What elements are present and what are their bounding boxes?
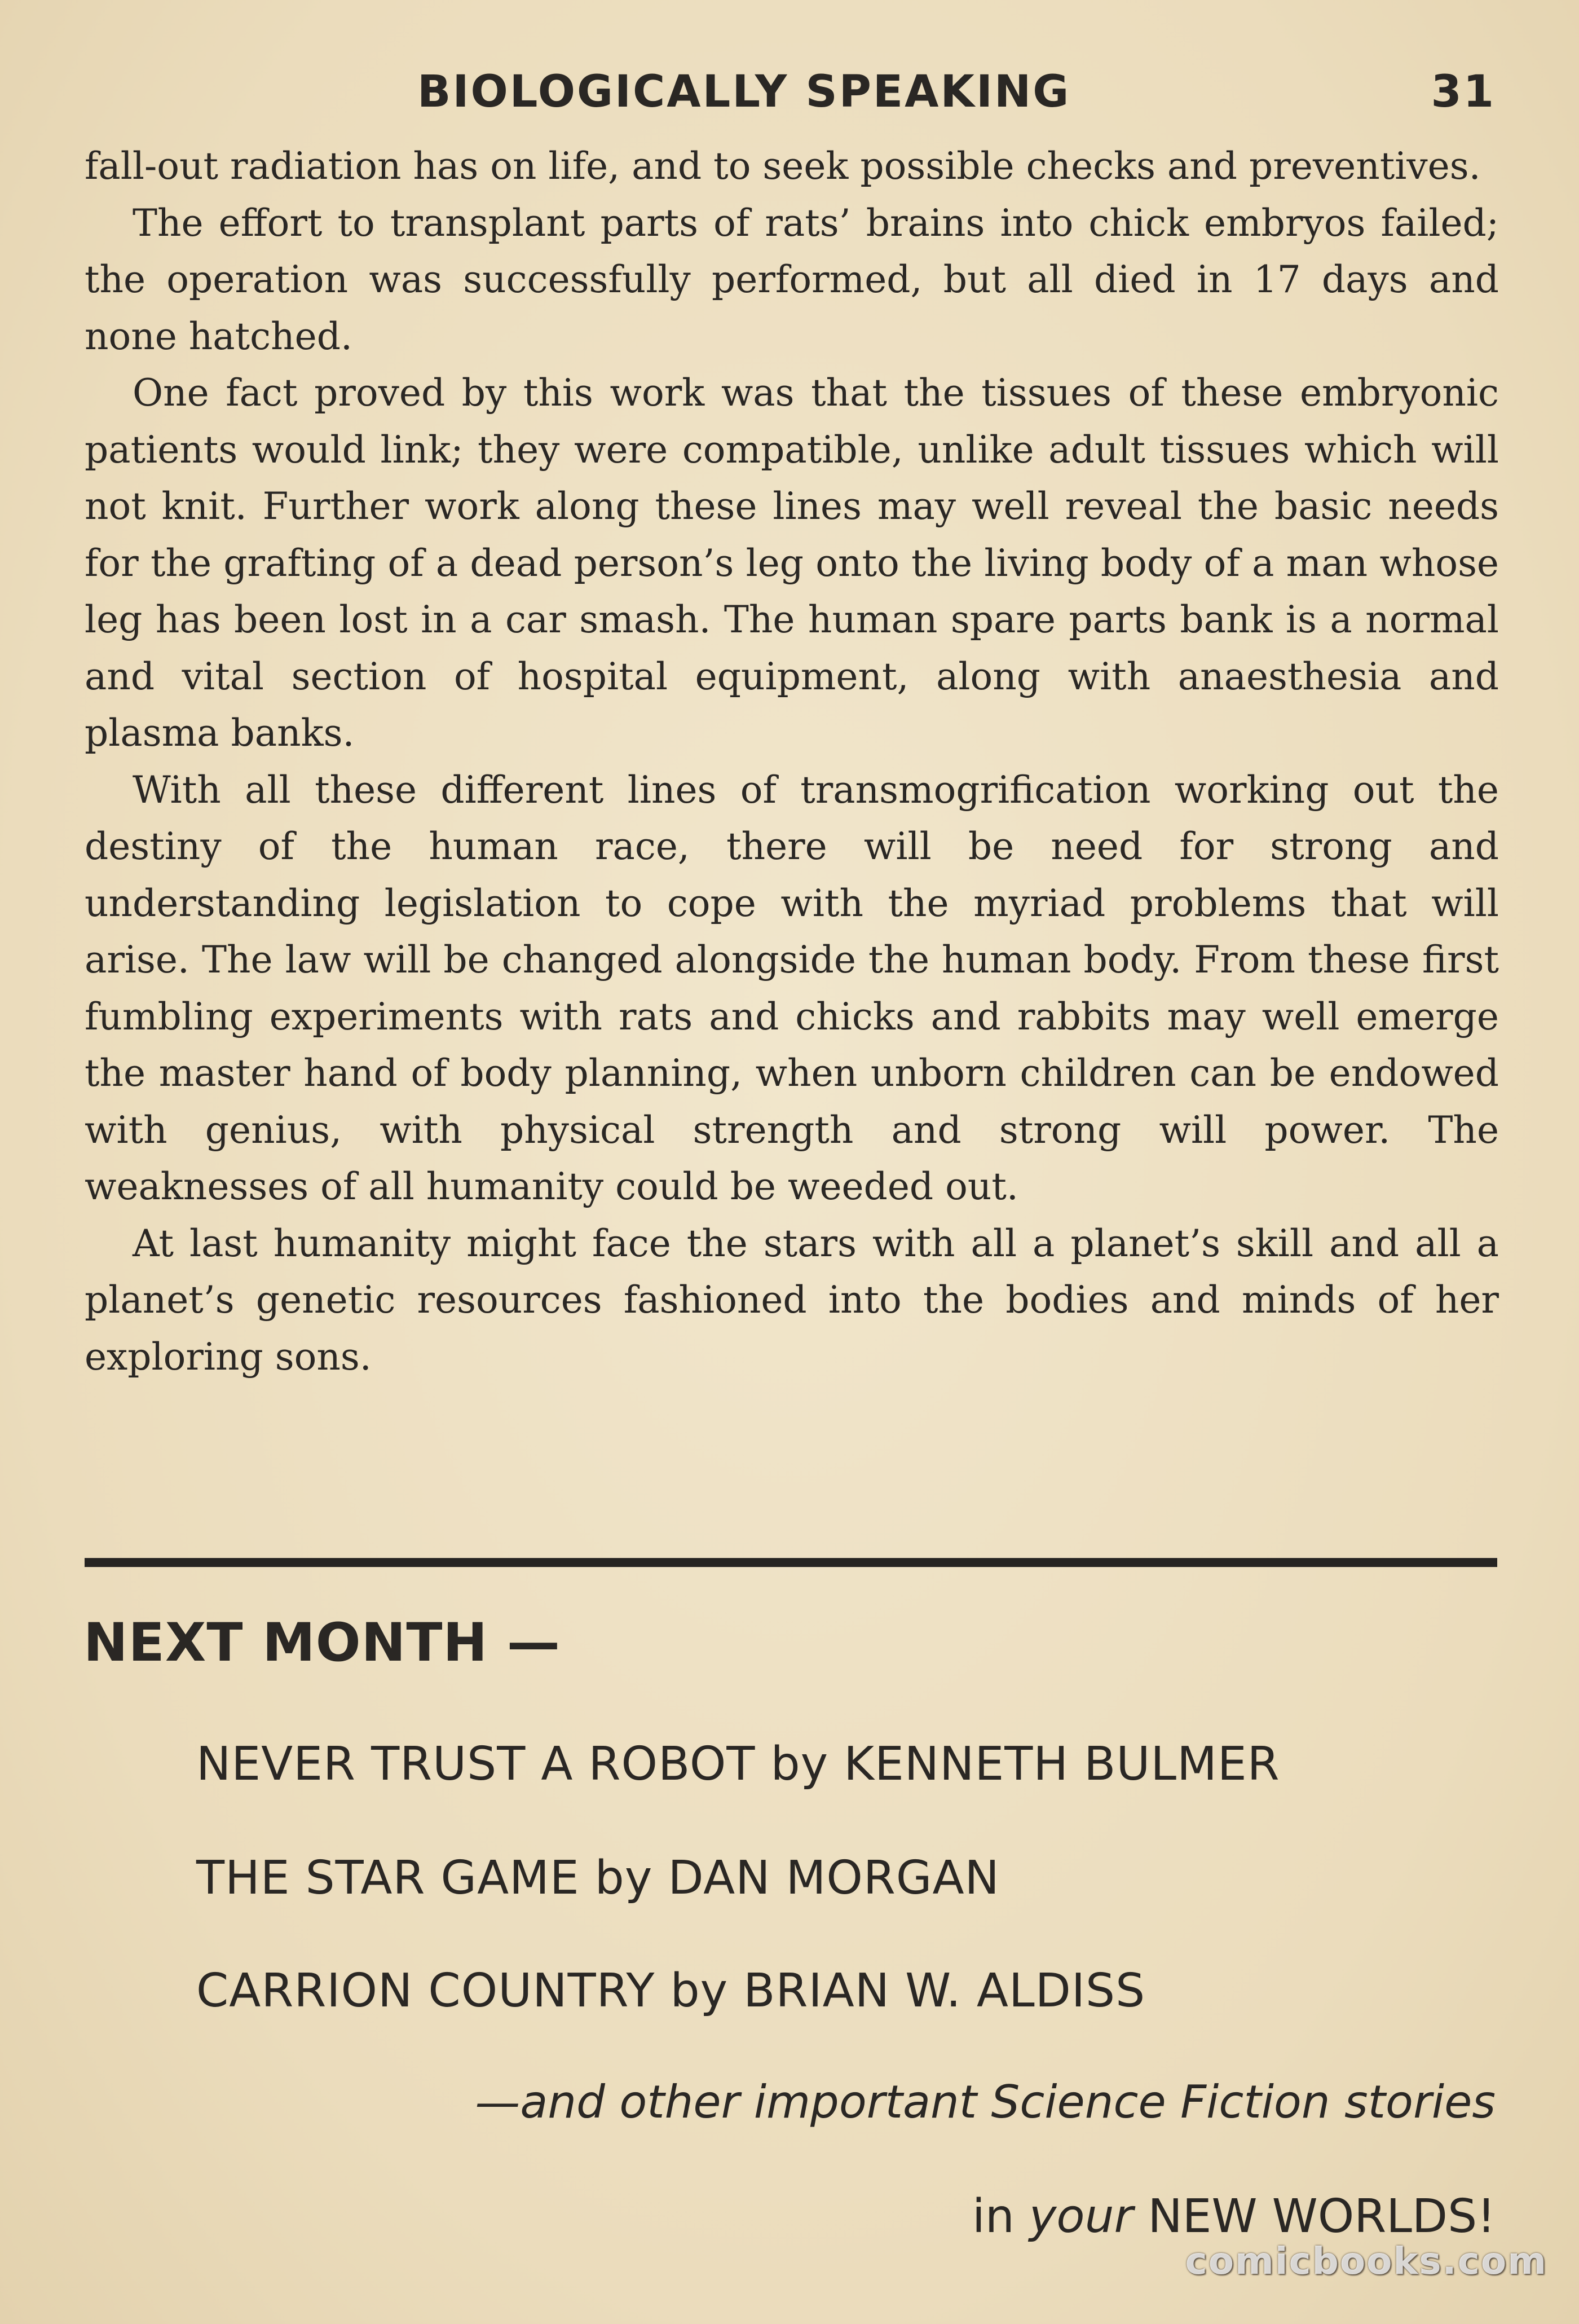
other-stories-tagline: —and other important Science Fiction stories (475, 2076, 1496, 2128)
article-paragraph: One fact proved by this work was that the tissues of these embryonic patients would link; they were compatible, unlike adult tissues which will not knit. Further work along these lines may well reveal the basic needs for the grafting of a dead person’s leg onto the living body of a man whose leg has been lost in a car smash. The human spare parts bank is a normal and vital section of hospital equipment, along with anaesthesia and plasma banks. (85, 371, 1499, 755)
closing-italic: your (1029, 2190, 1133, 2243)
article-paragraph: At last humanity might face the stars with all a planet’s skill and all a planet’s genetic resources fashioned into the bodies and minds of her exploring sons. (85, 1221, 1499, 1379)
article-body (85, 138, 1499, 1385)
article-paragraph: fall-out radiation has on life, and to seek possible checks and preventives. (85, 144, 1481, 188)
running-title: BIOLOGICALLY SPEAKING (417, 67, 1071, 117)
closing-line (972, 2190, 1496, 2243)
source-watermark: comicbooks.com (1185, 2239, 1547, 2283)
closing-prefix: in (972, 2190, 1015, 2243)
story-listing: THE STAR GAME by DAN MORGAN (196, 1851, 1000, 1905)
article-paragraph: With all these different lines of transmogrification working out the destiny of the human race, there will be need for strong and understanding legislation to cope with the myriad problems that will arise. The law will be changed alongside the human body. From these first fumbling experiments with rats and chicks and rabbits may well emerge the master hand of body planning, when unborn children can be endowed with genius, with physical strength and strong will power. The weaknesses of all humanity could be weeded out. (85, 768, 1499, 1208)
story-listing: NEVER TRUST A ROBOT by KENNETH BULMER (196, 1737, 1280, 1791)
page-number: 31 (1431, 67, 1496, 117)
magazine-name: NEW WORLDS! (1148, 2190, 1496, 2243)
section-divider (85, 1558, 1497, 1567)
next-month-heading: NEXT MONTH — (83, 1612, 561, 1674)
article-paragraph: The effort to transplant parts of rats’ brains into chick embryos failed; the operation was successfully performed, but all died in 17 days and none hatched. (85, 201, 1499, 358)
running-head (85, 67, 1496, 123)
story-listing: CARRION COUNTRY by BRIAN W. ALDISS (196, 1964, 1146, 2018)
